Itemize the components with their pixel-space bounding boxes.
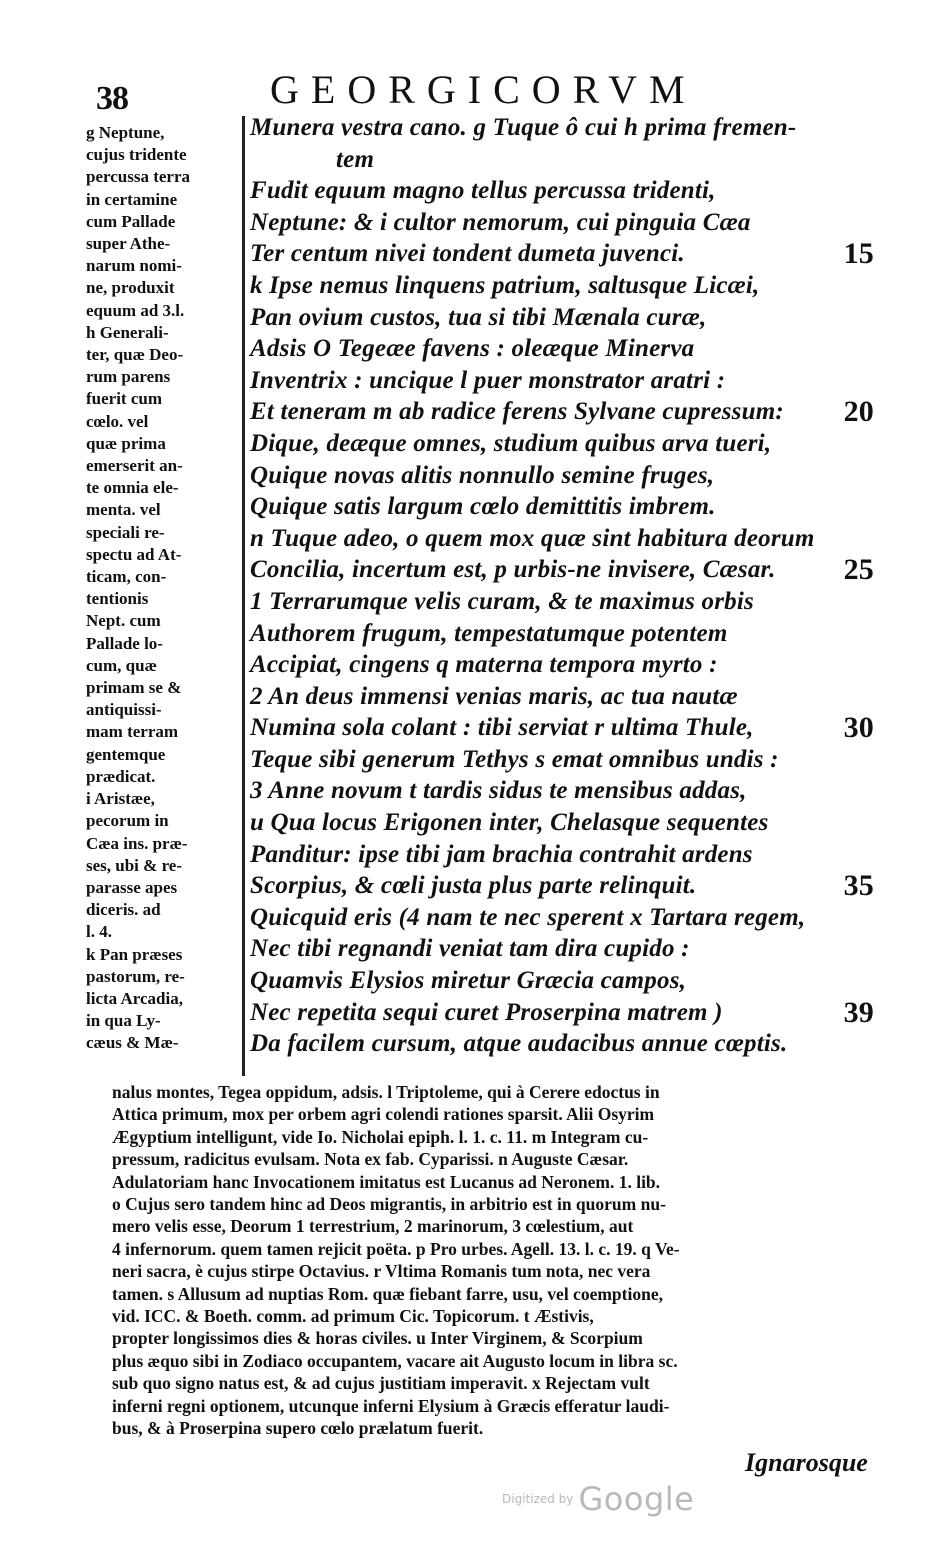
verse-line <box>250 460 890 492</box>
verse-line <box>250 144 890 176</box>
line-number: 15 <box>843 237 874 271</box>
verse-text: Panditur: ipse tibi jam brachia contrahit ardens <box>250 840 753 868</box>
verse-text: Dique, deæque omnes, studium quibus arva tueri, <box>250 429 772 457</box>
verse-line <box>250 933 890 965</box>
verse-line <box>250 238 890 270</box>
footnote-line: nalus montes, Tegea oppidum, adsis. l Triptoleme, qui à Cerere edoctus in <box>112 1082 660 1102</box>
verse-line <box>250 175 890 207</box>
footnote-line: 4 infernorum. quem tamen rejicit poëta. p Pro urbes. Agell. 13. l. c. 19. q Ve- <box>112 1238 680 1259</box>
verse-text: tem <box>336 145 375 173</box>
gloss-line: cæus & Mæ- <box>86 1033 179 1053</box>
gloss-line: l. 4. <box>86 922 112 942</box>
verse-line <box>250 618 890 650</box>
gloss-line: cœlo. vel <box>86 411 149 431</box>
gloss-line: ticam, con- <box>86 567 167 587</box>
verse-line <box>250 112 890 144</box>
verse-text: u Qua locus Erigonen inter, Chelasque sequentes <box>250 809 769 837</box>
verse-line <box>250 586 890 618</box>
verse-text: Pan ovium custos, tua si tibi Mænala curæ, <box>250 303 707 331</box>
verse-line <box>250 744 890 776</box>
footnote-line: mero velis esse, Deorum 1 terrestrium, 2 marinorum, 3 cœlestium, aut <box>112 1216 634 1237</box>
gloss-line: fuerit cum <box>86 389 163 409</box>
gloss-line: i Aristæe, <box>86 789 155 809</box>
gloss-line: prædicat. <box>86 766 156 786</box>
gloss-line: equum ad 3.l. <box>86 300 185 320</box>
verse-line <box>250 649 890 681</box>
watermark-prefix: Digitized by <box>502 1492 574 1506</box>
gloss-line: ses, ubi & re- <box>86 855 183 875</box>
verse-line <box>250 965 890 997</box>
verse-line <box>250 839 890 871</box>
verse-line <box>250 712 890 744</box>
footnote-line: sub quo signo natus est, & ad cujus justitiam imperavit. x Rejectam vult <box>112 1373 650 1394</box>
verse-text: Quamvis Elysios miretur Græcia campos, <box>250 967 687 995</box>
line-number: 35 <box>843 869 874 903</box>
footnote-line: tamen. s Allusum ad nuptias Rom. quæ fiebant farre, usu, vel coemptione, <box>112 1283 663 1304</box>
gloss-line: h Generali- <box>86 322 169 342</box>
verse-line <box>250 870 890 902</box>
gloss-line: cum, quæ <box>86 655 157 675</box>
watermark-brand: Google <box>578 1480 695 1518</box>
verse-line <box>250 902 890 934</box>
gloss-line: tentionis <box>86 589 149 609</box>
verse-text: Ter centum nivei tondent dumeta juvenci. <box>250 240 685 268</box>
verse-line <box>250 333 890 365</box>
line-number: 39 <box>843 995 874 1029</box>
gloss-line: diceris. ad <box>86 900 161 920</box>
gloss-line: in qua Ly- <box>86 1011 161 1031</box>
gloss-line: menta. vel <box>86 500 161 520</box>
verse-text: Inventrix : uncique l puer monstrator aratri : <box>250 366 726 394</box>
verse-text: Fudit equum magno tellus percussa tridenti, <box>250 177 716 205</box>
verse-text: Nec repetita sequi curet Proserpina matrem ) <box>250 998 723 1026</box>
gloss-line: cum Pallade <box>86 211 176 231</box>
footnote-line: Attica primum, mox per orbem agri colendi rationes sparsit. Alii Osyrim <box>112 1104 655 1125</box>
verse-text: 2 An deus immensi venias maris, ac tua nautæ <box>250 682 738 710</box>
verse-text: Scorpius, & cœli justa plus parte relinquit. <box>250 872 697 900</box>
line-number: 20 <box>843 395 874 429</box>
footnote-line: propter longissimos dies & horas civiles. u Inter Virginem, & Scorpium <box>112 1328 643 1349</box>
footnote-line: neri sacra, è cujus stirpe Octavius. r Vltima Romanis tum nota, nec vera <box>112 1261 651 1282</box>
gloss-line: licta Arcadia, <box>86 988 183 1008</box>
gloss-line: speciali re- <box>86 522 165 542</box>
footnote-line: inferni regni optionem, utcunque inferni Elysium à Græcis efferatur laudi- <box>112 1395 670 1416</box>
verse-text: 1 Terrarumque velis curam, & te maximus orbis <box>250 587 754 615</box>
gloss-line: spectu ad At- <box>86 544 182 564</box>
verse-line <box>250 554 890 586</box>
gloss-line: antiquissi- <box>86 700 162 720</box>
gloss-line: pecorum in <box>86 811 169 831</box>
gloss-line: ter, quæ Deo- <box>86 345 184 365</box>
gloss-line: pastorum, re- <box>86 966 185 986</box>
verse-line <box>250 1028 890 1060</box>
gloss-line: parasse apes <box>86 877 178 897</box>
verse-text: Accipiat, cingens q materna tempora myrto : <box>250 651 718 679</box>
gloss-line: percussa terra <box>86 167 191 187</box>
gloss-line: g Neptune, <box>86 123 165 142</box>
verse-line <box>250 997 890 1029</box>
gloss-line: Cæa ins. præ- <box>86 833 188 853</box>
verse-line <box>250 207 890 239</box>
verse-text: Neptune: & i cultor nemorum, cui pinguia Cæa <box>250 208 751 236</box>
verse-line <box>250 491 890 523</box>
verse-text: Authorem frugum, tempestatumque potentem <box>250 619 728 647</box>
gloss-line: primam se & <box>86 678 182 698</box>
verse-text: Teque sibi generum Tethys s emat omnibus undis : <box>250 745 779 773</box>
verse-line <box>250 523 890 555</box>
verse-line <box>250 681 890 713</box>
verse-text: Da facilem cursum, atque audacibus annue cœptis. <box>250 1030 788 1058</box>
gloss-line: rum parens <box>86 367 171 387</box>
verse-text: Munera vestra cano. g Tuque ô cui h prima fremen- <box>250 114 797 141</box>
verse-text: k Ipse nemus linquens patrium, saltusque Licæi, <box>250 271 760 299</box>
line-number: 25 <box>843 553 874 587</box>
verse-text: Concilia, incertum est, p urbis-ne invisere, Cæsar. <box>250 556 776 584</box>
line-number: 30 <box>843 711 874 745</box>
footnote-line: vid. ICC. & Boeth. comm. ad primum Cic. Topicorum. t Æstivis, <box>112 1306 594 1327</box>
footnote-line: o Cujus sero tandem hinc ad Deos migrantis, in arbitrio est in quorum nu- <box>112 1194 666 1215</box>
gloss-line: narum nomi- <box>86 256 182 276</box>
gloss-line: quæ prima <box>86 433 166 453</box>
footnote-line: bus, & à Proserpina supero cœlo prælatum fuerit. <box>112 1418 484 1439</box>
verse-text: Quicquid eris (4 nam te nec sperent x Tartara regem, <box>250 903 806 931</box>
page-number: 38 <box>96 80 128 117</box>
gloss-column <box>86 122 238 1055</box>
footnote-line: Ægyptium intelligunt, vide Io. Nicholai epiph. l. 1. c. 11. m Integram cu- <box>112 1126 649 1147</box>
verse-text: Quique novas alitis nonnullo semine fruges, <box>250 461 715 489</box>
gloss-line: mam terram <box>86 722 179 742</box>
verse-line <box>250 270 890 302</box>
verse-text: Et teneram m ab radice ferens Sylvane cupressum: <box>250 398 784 426</box>
verse-line <box>250 428 890 460</box>
verse-text: Quique satis largum cœlo demittitis imbrem. <box>250 493 716 521</box>
verse-text: Nec tibi regnandi veniat tam dira cupido : <box>250 935 690 963</box>
footnotes <box>112 1081 882 1440</box>
verse-text: n Tuque adeo, o quem mox quæ sint habitura deorum <box>250 524 815 552</box>
gloss-line: cujus tridente <box>86 145 187 165</box>
gloss-line: gentemque <box>86 744 166 764</box>
verse-text: 3 Anne novum t tardis sidus te mensibus addas, <box>250 777 747 805</box>
verse-line <box>250 396 890 428</box>
column-rule <box>242 116 245 1076</box>
verse-line <box>250 775 890 807</box>
verse-column <box>250 112 890 1060</box>
footnote-line: pressum, radicitus evulsam. Nota ex fab. Cyparissi. n Auguste Cæsar. <box>112 1149 629 1170</box>
verse-text: Numina sola colant : tibi serviat r ultima Thule, <box>250 714 754 742</box>
footnote-line: Adulatoriam hanc Invocationem imitatus est Lucanus ad Neronem. 1. lib. <box>112 1171 661 1192</box>
gloss-line: ne, produxit <box>86 278 175 298</box>
google-watermark <box>502 1480 694 1518</box>
catchword: Ignarosque <box>745 1448 868 1477</box>
gloss-line: super Athe- <box>86 234 171 254</box>
gloss-line: Nept. cum <box>86 611 161 631</box>
verse-line <box>250 302 890 334</box>
verse-line <box>250 365 890 397</box>
verse-line <box>250 807 890 839</box>
verse-text: Adsis O Tegeæe favens : oleæque Minerva <box>250 335 695 363</box>
footnote-line: plus æquo sibi in Zodiaco occupantem, vacare ait Augusto locum in libra sc. <box>112 1350 678 1371</box>
gloss-line: te omnia ele- <box>86 478 179 498</box>
gloss-line: k Pan præses <box>86 944 183 964</box>
gloss-line: in certamine <box>86 189 178 209</box>
gloss-line: emerserit an- <box>86 456 183 476</box>
running-head: GEORGICORVM <box>270 67 697 112</box>
gloss-line: Pallade lo- <box>86 633 163 653</box>
